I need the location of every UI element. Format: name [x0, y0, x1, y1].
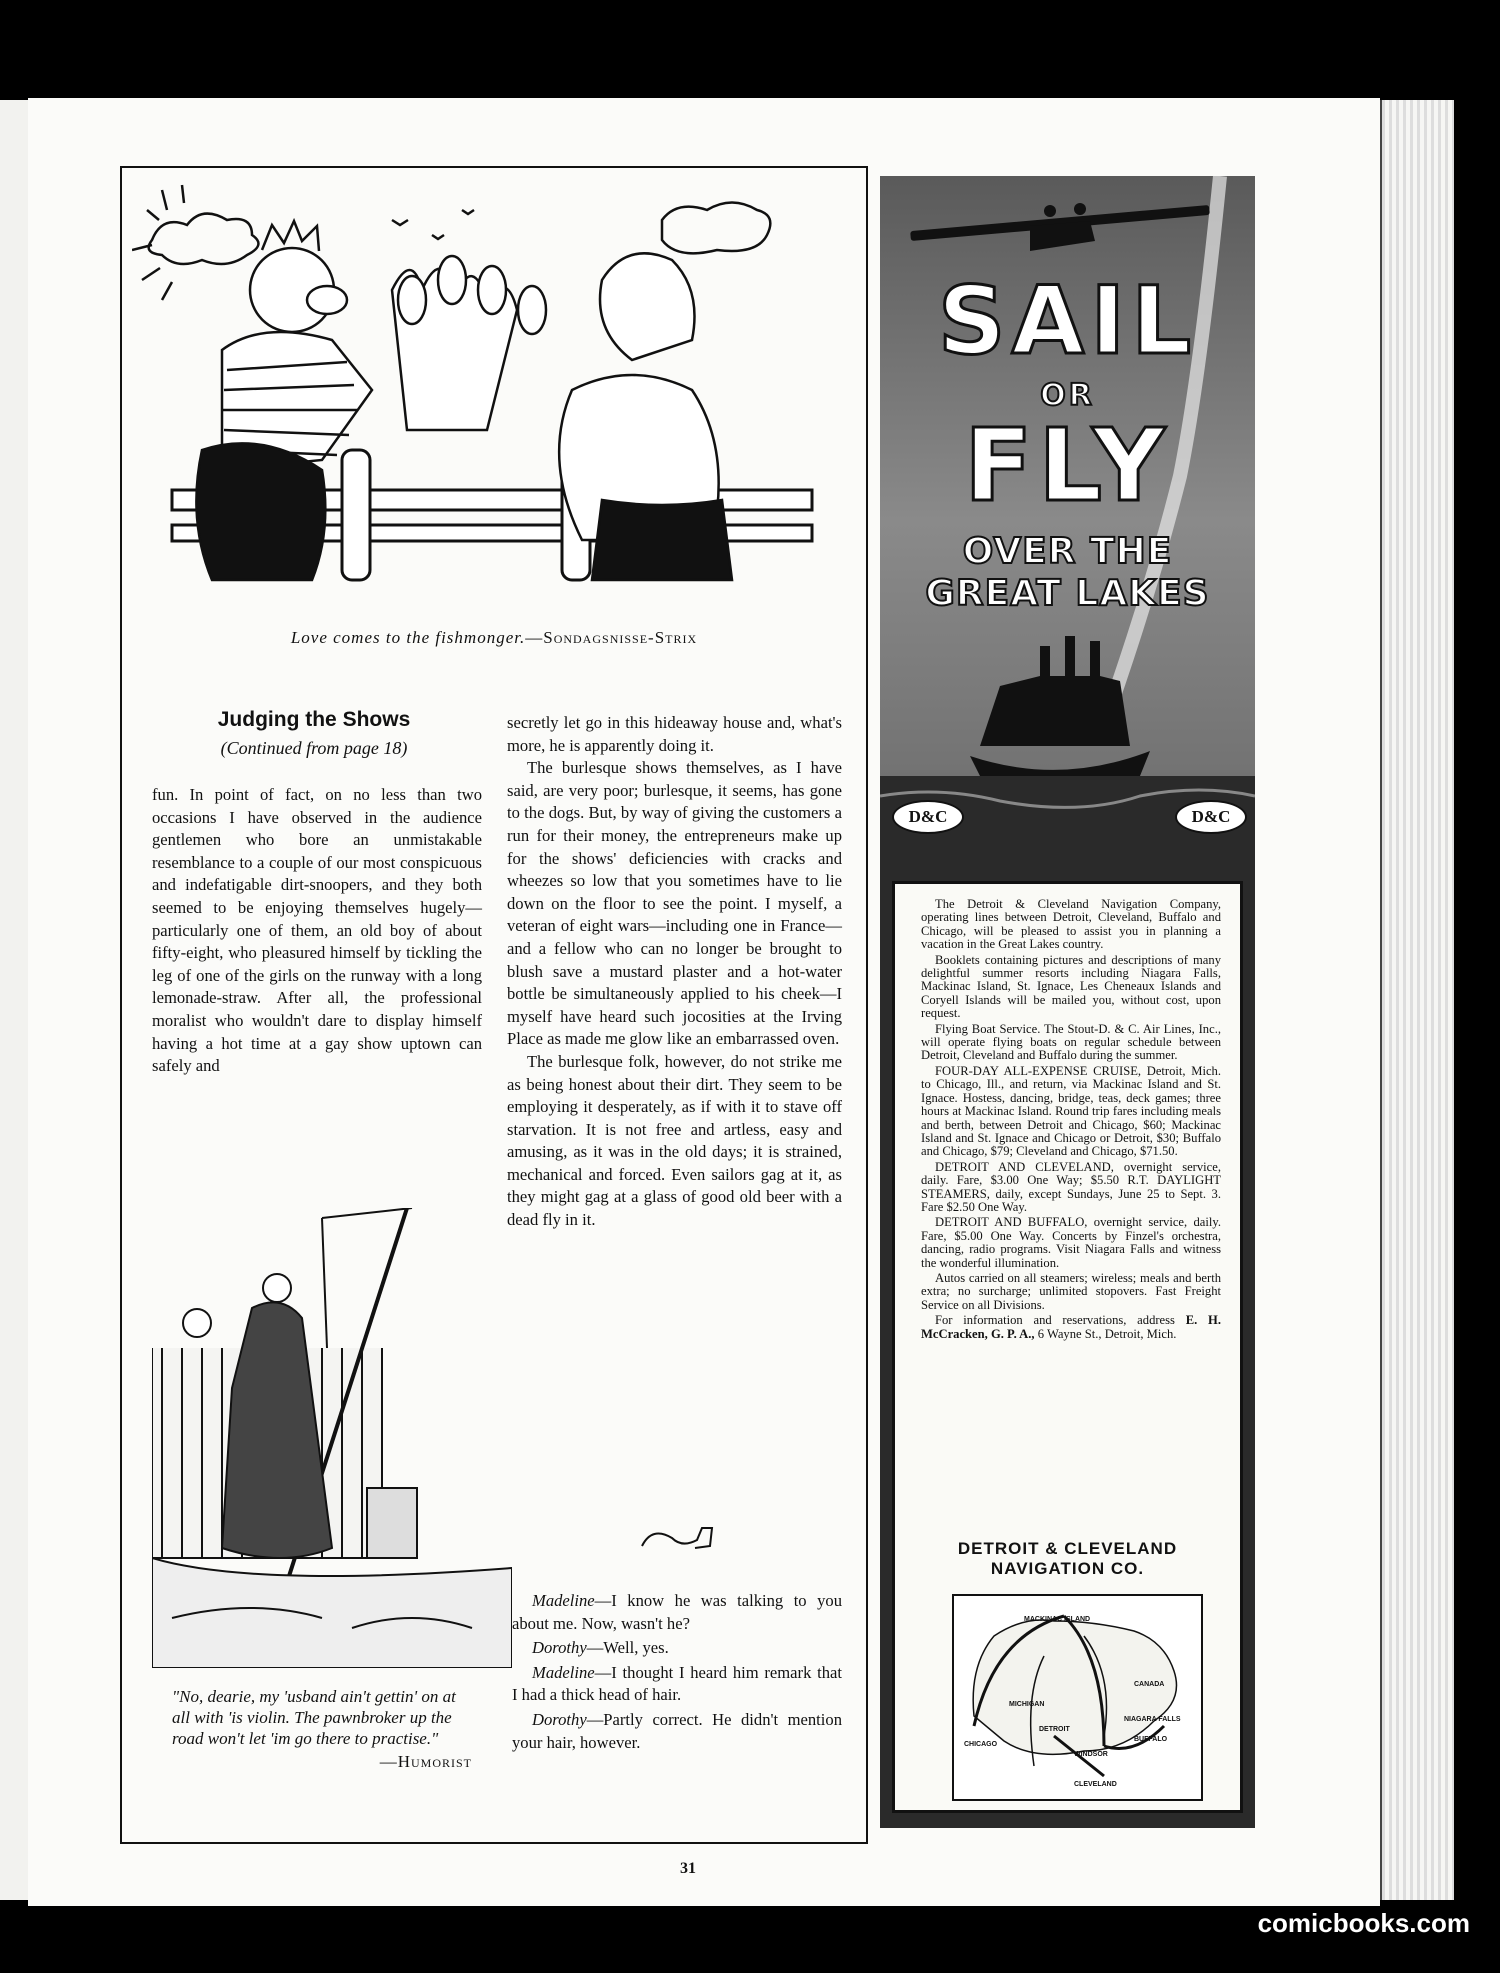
- dialogue-line: Dorothy—Well, yes.: [532, 1638, 669, 1658]
- dc-logo-badge-right: D&C: [1175, 800, 1247, 834]
- top-cartoon-caption: [122, 628, 866, 648]
- violin-cartoon: [152, 1208, 512, 1668]
- speaker-name: Dorothy: [532, 1709, 587, 1729]
- ad-headline-over-the: OVER THE: [962, 531, 1173, 572]
- map-label-windsor: WINDSOR: [1074, 1751, 1108, 1758]
- page-number: 31: [680, 1860, 696, 1877]
- site-watermark: comicbooks.com: [1257, 1908, 1470, 1938]
- map-label-buffalo: BUFFALO: [1134, 1736, 1168, 1743]
- article-paragraph: secretly let go in this hideaway house and, what's more, he is apparently doing it.: [507, 713, 842, 755]
- article-column-2: [507, 712, 842, 1232]
- bottom-cartoon-caption-text: "No, dearie, my 'usband ain't gettin' on at all with 'is violin. The pawnbroker up the road won't let 'im go there to practise.": [172, 1687, 456, 1748]
- map-label-cleveland: CLEVELAND: [1074, 1781, 1117, 1788]
- dialogue-line: Madeline—I thought I heard him remark that I had a thick head of hair.: [512, 1662, 842, 1705]
- ad-headline-sail: SAIL: [937, 267, 1198, 376]
- top-cartoon-credit: —Sondagsnisse-Strix: [525, 628, 698, 647]
- dialogue-line: Dorothy—Partly correct. He didn't mention your hair, however.: [512, 1709, 842, 1752]
- bottom-cartoon-credit: —Humorist: [379, 1752, 472, 1771]
- speaker-name: Madeline: [532, 1591, 595, 1610]
- dialogue-line: Madeline—I know he was talking to you about me. Now, wasn't he?: [512, 1591, 842, 1633]
- advertisement: [880, 176, 1255, 1828]
- map-label-niagara: NIAGARA FALLS: [1124, 1716, 1181, 1723]
- top-cartoon-caption-text: Love comes to the fishmonger.: [290, 628, 526, 647]
- ad-paragraph: Autos carried on all steamers; wireless; meals and berth extra; no surcharge; unlimited stopovers. Fast Freight Service on all Divisions.: [921, 1270, 1221, 1312]
- great-lakes-route-map: [952, 1594, 1203, 1801]
- ad-paragraph: The Detroit & Cleveland Navigation Company, operating lines between Detroit, Cleveland, Buffalo and Chicago, will be pleased to assist you in planning a vacation in the Great Lakes country.: [921, 897, 1221, 952]
- editorial-frame: [120, 166, 868, 1844]
- ad-contact-name: E. H. McCracken, G. P. A.,: [921, 1313, 1221, 1341]
- decorative-ornament: [632, 1518, 732, 1558]
- map-label-chicago: CHICAGO: [964, 1741, 998, 1748]
- left-page-edge: [0, 100, 31, 1900]
- article-title: Judging the Shows: [217, 708, 411, 731]
- map-label-detroit: DETROIT: [1039, 1726, 1070, 1733]
- ad-body: [921, 898, 1221, 1343]
- article-paragraph: The burlesque folk, however, do not strike me as being honest about their dirt. They seem to be employing it desperately, as if with it to stave off starvation. It is not free and artless, easy and amusing, as it was in the old days; it is strained, mechanical and forced. Even sailors gag at it, as they might gag at a glass of good old beer with a dead fly in it.: [507, 1051, 842, 1230]
- page-stack-edge: [1380, 100, 1454, 1900]
- ad-headline-or: OR: [1040, 378, 1095, 413]
- map-label-michigan: MICHIGAN: [1009, 1701, 1045, 1708]
- speaker-name: Dorothy: [532, 1638, 587, 1658]
- ad-paragraph: Flying Boat Service. The Stout-D. & C. Air Lines, Inc., will operate flying boats on regular schedule between Detroit, Cleveland and Buffalo during the summer.: [921, 1021, 1221, 1063]
- ad-text-box: [892, 881, 1243, 1813]
- speaker-name: Madeline: [532, 1662, 595, 1682]
- fishmonger-cartoon: [132, 180, 856, 610]
- ad-paragraph: DETROIT AND CLEVELAND, overnight service, daily. Fare, $3.00 One Way; $5.50 R.T. DAYLIGHT STEAMERS, daily, except Sundays, June 25 to Sept. 3. Fare $2.50 One Way.: [921, 1159, 1221, 1214]
- ad-headline-great-lakes: [880, 531, 1255, 615]
- article-column-1: [152, 784, 482, 1078]
- joke-dialogue: [512, 1590, 842, 1756]
- article-paragraph: fun. In point of fact, on no less than two occasions I have observed in the audience gentlemen who bore an unmistakable resemblance to a couple of our most conspicuous and indefatigable dirt-snoopers, and they both seemed to be enjoying themselves hugely—particularly one of them, an old boy of about fifty-eight, who pleasured himself by tickling the leg of one of the girls on the runway with a long lemonade-straw. After all, the professional moralist who wouldn't dare to display himself having a hot time at a gay show uptown can safely and: [152, 785, 482, 1076]
- ad-paragraph: FOUR-DAY ALL-EXPENSE CRUISE, Detroit, Mich. to Chicago, Ill., and return, via Mackinac Island and St. Ignace. Hostess, dancing, bridge, teas, deck games; three hours at Mackinac Island. Round trip fares including meals and berth, between Detroit and Chicago, $60; Mackinac Island and St. Ignace and Chicago or Detroit, $30; Buffalo and Chicago, $79; Cleveland and Chicago, $71.50.: [921, 1063, 1221, 1159]
- ad-company-name: DETROIT & CLEVELAND NAVIGATION CO.: [957, 1539, 1178, 1578]
- article-paragraph: The burlesque shows themselves, as I have said, are very poor; burlesque, it seems, has gone to the dogs. But, by way of giving the customers a run for their money, the entrepreneurs make up for the shows' deficiencies with cracks and wheezes so low that you sometimes have to lie down on the floor to see the point. I myself, a veteran of eight wars—including one in France—and a fellow who can no longer be brought to blush save a mustard plaster and a hot-water bottle be simultaneously applied to his cheek—I myself have heard such jocosities at the Irving Place as made me glow like an embarrassed oven.: [507, 758, 842, 1049]
- ad-paragraph: Booklets containing pictures and descriptions of many delightful summer resorts including Niagara Falls, Mackinac Island, St. Ignace, Les Cheneaux Islands and Coryell Islands will be mailed you, without cost, upon request.: [921, 952, 1221, 1021]
- map-label-mackinac: MACKINAC ISLAND: [1024, 1616, 1091, 1623]
- ad-paragraph: DETROIT AND BUFFALO, overnight service, daily. Fare, $5.00 One Way. Concerts by Finzel's orchestra, dancing, radio programs. Visit Niagara Falls and witness the wonderful illumination.: [921, 1215, 1221, 1270]
- dc-logo-badge-left: D&C: [892, 800, 964, 834]
- ad-contact: For information and reservations, address E. H. McCracken, G. P. A., 6 Wayne St., Detroit, Mich.: [921, 1313, 1221, 1341]
- bottom-cartoon-caption: [172, 1686, 472, 1772]
- ad-headline-fly: FLY: [964, 407, 1171, 524]
- map-label-canada: CANADA: [1134, 1681, 1165, 1688]
- ad-headline-great-lakes-text: GREAT LAKES: [925, 573, 1210, 614]
- continued-note: (Continued from page 18): [220, 738, 408, 758]
